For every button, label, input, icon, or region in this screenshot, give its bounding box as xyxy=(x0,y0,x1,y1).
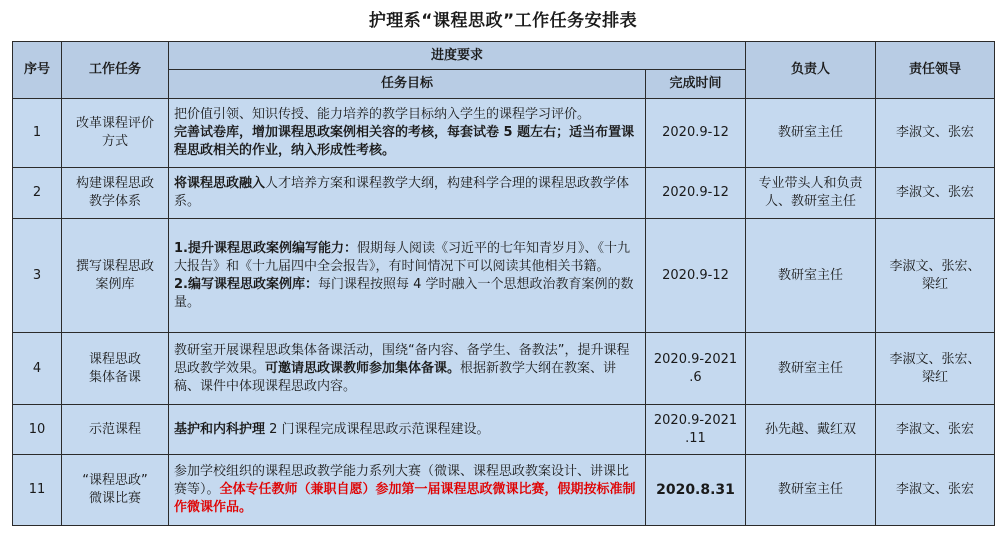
header-owner: 负责人 xyxy=(746,42,876,99)
cell-seq: 10 xyxy=(13,405,62,455)
goal-item xyxy=(174,240,640,276)
task-line: 示范课程 xyxy=(88,421,141,437)
task-line: 课程思政 xyxy=(88,351,141,367)
cell-time: 2020.9-12 xyxy=(646,168,746,219)
cell-time xyxy=(646,405,746,455)
goal-text: 参加学校组织的课程思政教学能力系列大赛（微课、课程思政教案设计、讲课比赛等）。 xyxy=(174,464,630,497)
goal-text: 教研室开展课程思政集体备课活动，围绕“备内容、备学生、备教法”，提升课程思政教学效果。 xyxy=(174,342,630,376)
task-line: 教学体系 xyxy=(88,194,141,209)
goal-text: 人才培养方案和课程教学大纲，构建科学合理的课程思政教学体系。 xyxy=(174,176,630,209)
time-line: 2020.9-2021 xyxy=(653,412,738,428)
task-line: 改革课程评价 xyxy=(75,116,154,131)
cell-goal xyxy=(169,405,646,455)
table-row xyxy=(13,219,995,333)
task-line: 构建课程思政 xyxy=(75,176,154,191)
cell-leader: 李淑文、张宏 xyxy=(876,99,995,168)
cell-task xyxy=(62,455,169,526)
cell-task xyxy=(62,168,169,219)
cell-goal xyxy=(169,333,646,405)
time-line: 2020.9-2021 xyxy=(653,351,738,367)
table-row xyxy=(13,168,995,219)
cell-task xyxy=(62,219,169,333)
table-row xyxy=(13,405,995,455)
cell-owner: 教研室主任 xyxy=(746,333,876,405)
task-line: 方式 xyxy=(101,134,128,149)
time-line: .11 xyxy=(685,430,706,446)
leader-line: 梁红 xyxy=(922,276,949,292)
cell-task xyxy=(62,333,169,405)
header-goal: 任务目标 xyxy=(169,70,646,99)
header-leader: 责任领导 xyxy=(876,42,995,99)
header-time: 完成时间 xyxy=(646,70,746,99)
cell-leader xyxy=(876,333,995,405)
goal-text: 假期每人阅读《习近平的七年知青岁月》、《十九大报告》和《十九届四中全会报告》，有时间情况下可以阅读其他相关书籍。 xyxy=(174,240,630,274)
cell-time xyxy=(646,333,746,405)
goal-text-highlight: 全体专任教师（兼职自愿）参加第一届课程思政微课比赛，假期按标准制作微课作品。 xyxy=(174,482,636,515)
cell-goal xyxy=(169,99,646,168)
cell-seq: 2 xyxy=(13,168,62,219)
cell-seq: 3 xyxy=(13,219,62,333)
cell-task xyxy=(62,405,169,455)
cell-time: 2020.9-12 xyxy=(646,99,746,168)
cell-time: 2020.8.31 xyxy=(646,455,746,526)
cell-leader: 李淑文、张宏 xyxy=(876,455,995,526)
cell-leader: 李淑文、张宏 xyxy=(876,405,995,455)
cell-owner: 教研室主任 xyxy=(746,455,876,526)
goal-text-bold: 可邀请思政课教师参加集体备课。 xyxy=(265,360,461,376)
time-line: .6 xyxy=(689,369,702,385)
goal-text-bold: 完善试卷库，增加课程思政案例相关容的考核，每套试卷 5 题左右；适当布置课程思政相关的作业，纳入形成性考核。 xyxy=(174,125,635,158)
cell-time: 2020.9-12 xyxy=(646,219,746,333)
header-task: 工作任务 xyxy=(62,42,169,99)
cell-owner: 教研室主任 xyxy=(746,99,876,168)
task-line: 案例库 xyxy=(95,276,135,292)
leader-line: 李淑文、张宏、 xyxy=(889,258,981,274)
goal-text: 把价值引领、知识传授、能力培养的教学目标纳入学生的课程学习评价。 xyxy=(174,107,591,122)
table-row xyxy=(13,333,995,405)
task-schedule-table xyxy=(12,41,995,526)
cell-seq: 4 xyxy=(13,333,62,405)
goal-text-bold: 2.编写课程思政案例库： xyxy=(174,276,318,292)
task-line: 微课比赛 xyxy=(88,491,141,506)
cell-goal xyxy=(169,168,646,219)
cell-owner: 孙先越、戴红双 xyxy=(746,405,876,455)
cell-goal xyxy=(169,455,646,526)
task-line: 集体备课 xyxy=(88,369,141,385)
cell-leader xyxy=(876,219,995,333)
cell-seq: 1 xyxy=(13,99,62,168)
goal-text-bold: 1.提升课程思政案例编写能力： xyxy=(174,240,357,256)
goal-text: 每门课程按照每 4 学时融入一个思想政治教育案例的数量。 xyxy=(174,276,634,310)
table-row xyxy=(13,455,995,526)
goal-item xyxy=(174,276,640,312)
table-row xyxy=(13,99,995,168)
task-line: 撰写课程思政 xyxy=(75,258,154,274)
goal-text-bold: 将课程思政融入 xyxy=(174,176,266,191)
task-line: “课程思政” xyxy=(82,473,148,488)
leader-line: 李淑文、张宏、 xyxy=(889,351,981,367)
cell-leader: 李淑文、张宏 xyxy=(876,168,995,219)
cell-seq: 11 xyxy=(13,455,62,526)
leader-line: 梁红 xyxy=(922,369,949,385)
cell-owner: 教研室主任 xyxy=(746,219,876,333)
header-seq: 序号 xyxy=(13,42,62,99)
goal-text-bold: 基护和内科护理 xyxy=(174,421,266,437)
header-row-top xyxy=(13,42,995,70)
page-title: 护理系“课程思政”工作任务安排表 xyxy=(368,11,638,31)
header-progress: 进度要求 xyxy=(169,42,746,70)
cell-task xyxy=(62,99,169,168)
cell-owner: 专业带头人和负责人、教研室主任 xyxy=(746,168,876,219)
goal-text: 根据新教学大纲在教案、讲稿、课件中体现课程思政内容。 xyxy=(174,360,617,394)
goal-text: 2 门课程完成课程思政示范课程建设。 xyxy=(265,421,490,437)
cell-goal xyxy=(169,219,646,333)
